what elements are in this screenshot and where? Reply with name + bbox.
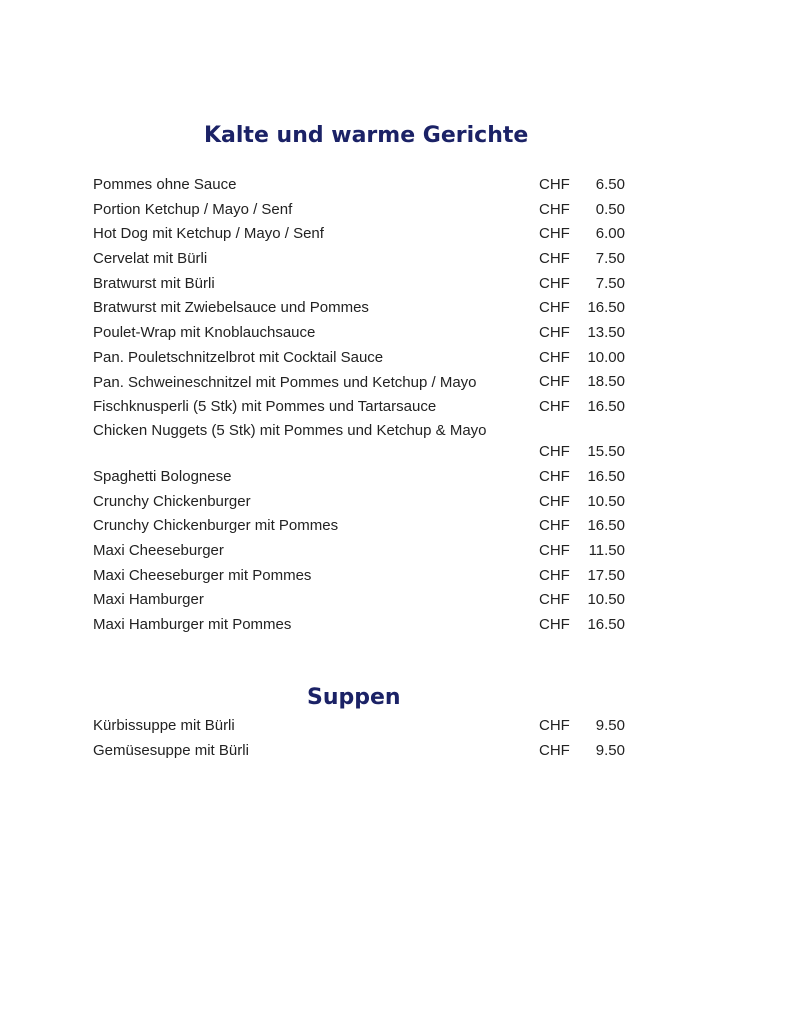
item-currency: CHF bbox=[539, 467, 570, 485]
menu-item bbox=[93, 346, 633, 371]
item-price: 16.50 bbox=[587, 467, 625, 485]
menu-list-kalte-und-warme-gerichte bbox=[93, 173, 633, 638]
item-currency: CHF bbox=[539, 443, 570, 461]
item-price: 6.50 bbox=[595, 175, 625, 193]
menu-item bbox=[93, 296, 633, 321]
menu-item bbox=[93, 395, 633, 420]
item-name: Poulet-Wrap mit Knoblauchsauce bbox=[93, 324, 316, 342]
item-name: Fischknusperli (5 Stk) mit Pommes und Tartarsauce bbox=[93, 398, 437, 416]
item-name: Hot Dog mit Ketchup / Mayo / Senf bbox=[93, 225, 324, 243]
item-currency: CHF bbox=[539, 274, 570, 292]
menu-list-suppen bbox=[93, 714, 633, 763]
item-name: Bratwurst mit Zwiebelsauce und Pommes bbox=[93, 299, 369, 317]
menu-item bbox=[93, 613, 633, 638]
item-price: 18.50 bbox=[587, 373, 625, 391]
menu-item bbox=[93, 514, 633, 539]
menu-item bbox=[93, 588, 633, 613]
item-price: 16.50 bbox=[587, 299, 625, 317]
item-name: Maxi Cheeseburger bbox=[93, 541, 224, 559]
section-title-suppen: Suppen bbox=[307, 685, 401, 710]
item-currency: CHF bbox=[539, 348, 570, 366]
item-price: 6.00 bbox=[595, 225, 625, 243]
item-currency: CHF bbox=[539, 615, 570, 633]
item-name: Pan. Schweineschnitzel mit Pommes und Ketchup / Mayo bbox=[93, 373, 477, 391]
item-name: Cervelat mit Bürli bbox=[93, 250, 208, 268]
item-currency: CHF bbox=[539, 225, 570, 243]
item-currency: CHF bbox=[539, 250, 570, 268]
item-currency: CHF bbox=[539, 517, 570, 535]
item-currency: CHF bbox=[539, 200, 570, 218]
item-name: Crunchy Chickenburger bbox=[93, 492, 251, 510]
item-currency: CHF bbox=[539, 541, 570, 559]
item-currency: CHF bbox=[539, 716, 570, 734]
item-name: Maxi Cheeseburger mit Pommes bbox=[93, 566, 312, 584]
item-name: Chicken Nuggets (5 Stk) mit Pommes und Ketchup & Mayo bbox=[93, 421, 487, 439]
menu-item bbox=[93, 222, 633, 247]
item-currency: CHF bbox=[539, 591, 570, 609]
menu-item bbox=[93, 247, 633, 272]
item-currency: CHF bbox=[539, 324, 570, 342]
item-price: 7.50 bbox=[595, 250, 625, 268]
item-price: 10.50 bbox=[587, 591, 625, 609]
item-price: 13.50 bbox=[587, 324, 625, 342]
item-price: 7.50 bbox=[595, 274, 625, 292]
item-price: 16.50 bbox=[587, 517, 625, 535]
item-price: 0.50 bbox=[595, 200, 625, 218]
item-name: Pommes ohne Sauce bbox=[93, 176, 237, 193]
menu-item bbox=[93, 272, 633, 297]
item-name: Crunchy Chickenburger mit Pommes bbox=[93, 517, 339, 535]
menu-item bbox=[93, 490, 633, 515]
item-currency: CHF bbox=[539, 566, 570, 584]
item-price: 9.50 bbox=[595, 741, 625, 759]
menu-item bbox=[93, 420, 633, 465]
item-currency: CHF bbox=[539, 299, 570, 317]
item-currency: CHF bbox=[539, 373, 570, 391]
item-name: Bratwurst mit Bürli bbox=[93, 274, 215, 292]
menu-item bbox=[93, 321, 633, 346]
menu-item bbox=[93, 198, 633, 223]
item-currency: CHF bbox=[539, 398, 570, 416]
item-currency: CHF bbox=[539, 175, 570, 193]
menu-item bbox=[93, 371, 633, 396]
item-price: 17.50 bbox=[587, 566, 625, 584]
item-price: 10.50 bbox=[587, 492, 625, 510]
menu-item bbox=[93, 465, 633, 490]
item-name: Gemüsesuppe mit Bürli bbox=[93, 741, 249, 759]
menu-item bbox=[93, 714, 633, 739]
item-name: Spaghetti Bolognese bbox=[93, 467, 232, 485]
item-price: 15.50 bbox=[587, 443, 625, 461]
item-name: Portion Ketchup / Mayo / Senf bbox=[93, 200, 293, 218]
item-name: Maxi Hamburger bbox=[93, 591, 204, 609]
item-price: 11.50 bbox=[588, 541, 625, 559]
menu-item bbox=[93, 564, 633, 589]
item-name: Pan. Pouletschnitzelbrot mit Cocktail Sauce bbox=[93, 348, 384, 366]
item-price: 16.50 bbox=[587, 615, 625, 633]
item-currency: CHF bbox=[539, 741, 570, 759]
item-price: 10.00 bbox=[587, 348, 625, 366]
item-name: Kürbissuppe mit Bürli bbox=[93, 717, 235, 734]
item-currency: CHF bbox=[539, 492, 570, 510]
item-price: 9.50 bbox=[595, 716, 625, 734]
section-title-kalte-und-warme-gerichte: Kalte und warme Gerichte bbox=[204, 123, 529, 148]
menu-item bbox=[93, 739, 633, 764]
menu-item bbox=[93, 173, 633, 198]
menu-item bbox=[93, 539, 633, 564]
item-name: Maxi Hamburger mit Pommes bbox=[93, 616, 292, 633]
item-price: 16.50 bbox=[587, 398, 625, 416]
